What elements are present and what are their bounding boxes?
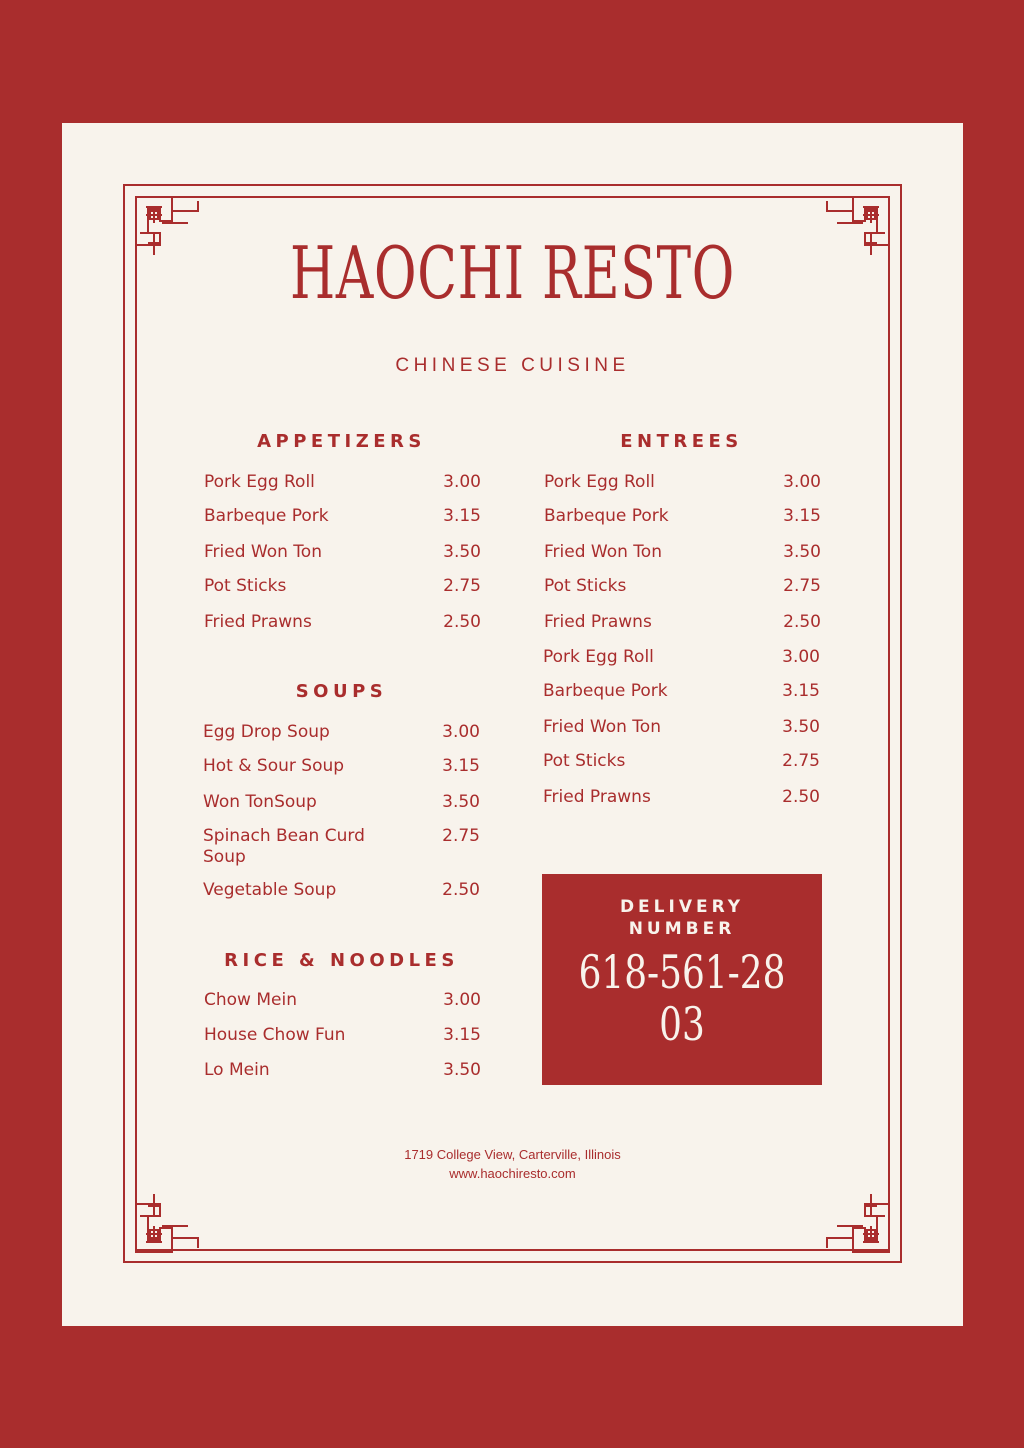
appetizers-heading: APPETIZERS: [257, 431, 426, 452]
rice-noodles-item-price: 3.00: [443, 990, 481, 1010]
soup-item-price: 3.15: [442, 756, 480, 776]
entree-item-name: Barbeque Pork: [544, 506, 669, 526]
appetizer-item-price: 2.75: [443, 576, 481, 596]
soup-item-name: Hot & Sour Soup: [203, 756, 345, 776]
footer: [62, 1145, 963, 1183]
soup-item-price: 2.75: [442, 826, 480, 846]
appetizer-item-price: 3.00: [443, 472, 481, 492]
appetizer-item-price: 3.15: [443, 506, 481, 526]
restaurant-title: HAOCHI RESTO: [289, 231, 736, 315]
entree-item-price: 3.00: [783, 472, 821, 492]
entree-item-name: Fried Won Ton: [543, 717, 661, 737]
appetizer-item-price: 3.50: [443, 542, 481, 562]
entree-item-price: 3.00: [782, 647, 820, 667]
entree-item-price: 3.50: [783, 542, 821, 562]
rice-noodles-item-price: 3.50: [443, 1060, 481, 1080]
delivery-label-line1: DELIVERY: [619, 897, 745, 917]
entree-item-price: 2.75: [782, 751, 820, 771]
entree-item-price: 3.15: [783, 506, 821, 526]
appetizer-item-name: Pot Sticks: [204, 576, 287, 596]
entree-item-name: Pork Egg Roll: [544, 472, 655, 492]
soup-item-price: 3.50: [442, 792, 480, 812]
delivery-label-line2: NUMBER: [628, 919, 736, 939]
soup-item-price: 3.00: [442, 722, 480, 742]
entrees-heading: ENTREES: [620, 431, 743, 452]
entree-item-name: Pot Sticks: [544, 576, 627, 596]
soup-item-name-continued: Soup: [203, 847, 246, 867]
appetizer-item-name: Barbeque Pork: [204, 506, 329, 526]
soups-heading: SOUPS: [295, 681, 388, 702]
soup-item-price: 2.50: [442, 880, 480, 900]
soup-item-name: Vegetable Soup: [203, 880, 337, 900]
entree-item-name: Fried Won Ton: [544, 542, 662, 562]
corner-ornament-bottom-right: [827, 1194, 889, 1252]
soup-item-name: Egg Drop Soup: [203, 722, 330, 742]
entree-item-name: Pot Sticks: [543, 751, 626, 771]
delivery-phone-line2: 03: [659, 997, 705, 1051]
appetizer-item-name: Pork Egg Roll: [204, 472, 315, 492]
entree-item-name: Barbeque Pork: [543, 681, 668, 701]
rice-noodles-item-name: Chow Mein: [204, 990, 297, 1010]
soup-item-name: Won TonSoup: [203, 792, 317, 812]
delivery-box: [542, 874, 822, 1085]
rice-noodles-item-price: 3.15: [443, 1025, 481, 1045]
entree-item-name: Pork Egg Roll: [543, 647, 654, 667]
menu-card: [62, 123, 963, 1326]
delivery-label: [542, 896, 822, 940]
entree-item-price: 3.50: [782, 717, 820, 737]
rice-noodles-item-name: Lo Mein: [204, 1060, 270, 1080]
delivery-phone-line1: 618-561-28: [578, 945, 786, 999]
entree-item-price: 2.50: [782, 787, 820, 807]
rice-noodles-item-name: House Chow Fun: [204, 1025, 346, 1045]
appetizer-item-name: Fried Prawns: [204, 612, 312, 632]
entree-item-price: 2.50: [783, 612, 821, 632]
footer-website[interactable]: www.haochiresto.com: [449, 1166, 576, 1181]
appetizer-item-name: Fried Won Ton: [204, 542, 322, 562]
corner-ornament-bottom-left: [136, 1194, 198, 1252]
cuisine-subtitle: CHINESE CUISINE: [395, 355, 630, 376]
delivery-phone-number[interactable]: [573, 946, 791, 1050]
entree-item-price: 2.75: [783, 576, 821, 596]
entree-item-price: 3.15: [782, 681, 820, 701]
appetizer-item-price: 2.50: [443, 612, 481, 632]
footer-address: 1719 College View, Carterville, Illinois: [404, 1147, 621, 1162]
soup-item-name: Spinach Bean Curd: [203, 826, 365, 846]
entree-item-name: Fried Prawns: [544, 612, 652, 632]
entree-item-name: Fried Prawns: [543, 787, 651, 807]
rice-noodles-heading: RICE & NOODLES: [224, 950, 459, 971]
